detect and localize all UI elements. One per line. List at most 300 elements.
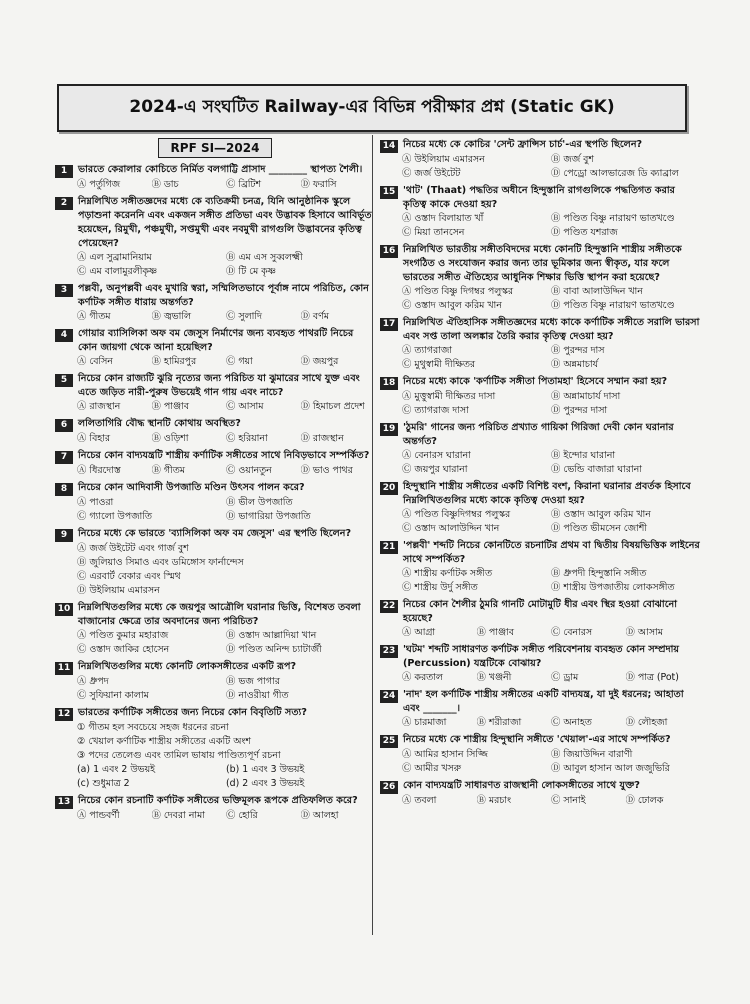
option-letter: Ⓑ: [551, 391, 561, 402]
option-text: পুরন্দর দাসা: [563, 405, 608, 416]
option-text: এম বালামুরলীকৃষ্ণ: [89, 266, 158, 277]
answer-option: [301, 809, 376, 823]
answer-option: [626, 794, 701, 808]
option-text: তবলা: [414, 795, 437, 806]
option-letter: Ⓑ: [551, 749, 561, 760]
option-text: জয়পুর ঘারানা: [414, 464, 468, 475]
option-text: মুথুস্বামী দীক্ষিতর: [414, 359, 476, 370]
question-header: [55, 372, 375, 400]
question-text: ভারতে কেরালার কোচিতে নির্মিত বলগাট্টি প্রাসাদ ________ স্থাপত্য শৈলী।: [78, 164, 363, 175]
option-letter: Ⓑ: [151, 401, 161, 412]
question-number: 10: [55, 603, 73, 616]
option-text: গীতম: [89, 311, 111, 322]
option-text: ত্যাগরাজা: [414, 345, 452, 356]
page-title: 2024-এ সংঘটিত Railway-এর বিভিন্ন পরীক্ষার প্রশ্ন (Static GK): [129, 97, 615, 117]
answer-option: [77, 689, 226, 703]
answer-option: [226, 809, 301, 823]
option-text: ফরাসি: [312, 179, 337, 190]
option-letter: Ⓓ: [226, 690, 236, 701]
option-letter: Ⓒ: [226, 356, 236, 367]
options-grid: [55, 542, 375, 598]
option-text: ভাও পাথর: [312, 465, 353, 476]
question-header: [380, 733, 700, 748]
question-block: [380, 138, 700, 181]
question-header: [380, 480, 700, 508]
section-label: RPF SI—2024: [158, 138, 272, 158]
option-text: নাওরীয়া গীত: [238, 690, 289, 701]
right-column: [380, 138, 700, 811]
options-grid: [380, 508, 700, 536]
option-letter: (b): [226, 764, 240, 775]
option-letter: Ⓒ: [551, 627, 561, 638]
question-block: [55, 449, 375, 478]
answer-option: [226, 629, 375, 643]
option-letter: Ⓓ: [300, 311, 310, 322]
answer-option: [402, 581, 551, 595]
question-number: 2: [55, 197, 73, 210]
question-number: 23: [380, 645, 398, 658]
question-text: কোন বাদ্যযন্ত্রটি সাধারণত রাজস্থানী লোকসঙ্গীতের সাথে যুক্ত?: [403, 780, 640, 791]
option-letter: Ⓓ: [551, 227, 561, 238]
option-text: জিয়াউদ্দিন বারাণী: [563, 749, 633, 760]
question-number: 4: [55, 329, 73, 342]
option-letter: Ⓓ: [625, 795, 635, 806]
options-grid: [380, 153, 700, 181]
option-text: রাজস্থান: [89, 401, 121, 412]
answer-option: [77, 496, 226, 510]
options-grid: [380, 344, 700, 372]
question-block: [55, 660, 375, 703]
question-block: [380, 779, 700, 808]
answer-option: [477, 626, 552, 640]
question-text: নিচের মধ্যে কে ভারতে 'ব্যাসিলিকা অফ বম জেসুস' এর স্থপতি ছিলেন?: [78, 528, 352, 539]
option-text: পান্ডবর্ণী: [89, 810, 120, 821]
option-text: পেড্রো আলভারেজ ডি ক্যাব্রাল: [563, 168, 679, 179]
options-grid: [380, 449, 700, 477]
option-letter: Ⓒ: [402, 523, 412, 534]
option-letter: Ⓑ: [151, 179, 161, 190]
option-letter: Ⓐ: [402, 749, 412, 760]
option-text: পাঞ্জাব: [488, 627, 514, 638]
answer-option: [402, 567, 551, 581]
answer-option: [402, 299, 551, 313]
options-grid: [380, 716, 700, 730]
option-text: পাওরা: [89, 497, 114, 508]
answer-option: [402, 522, 551, 536]
question-block: [55, 481, 375, 524]
option-letter: Ⓓ: [226, 511, 236, 522]
question-text: ললিতাগিরি বৌদ্ধ স্থানটি কোথায় অবস্থিত?: [78, 418, 241, 429]
question-number: 12: [55, 708, 73, 721]
options-grid: [380, 285, 700, 313]
option-text: পণ্ডিত বিষ্ণু নারায়ণ ভাতখণ্ডে: [563, 300, 675, 311]
question-block: [380, 480, 700, 536]
option-text: ভজ পাগার: [238, 676, 280, 687]
option-letter: Ⓐ: [402, 450, 412, 461]
option-letter: Ⓒ: [551, 672, 561, 683]
option-text: ওড়িশা: [163, 433, 189, 444]
answer-option: [551, 522, 700, 536]
options-grid: [380, 390, 700, 418]
answer-option: [77, 777, 226, 791]
answer-option: [77, 251, 226, 265]
option-letter: Ⓒ: [402, 300, 412, 311]
option-letter: Ⓑ: [151, 810, 161, 821]
question-block: [55, 327, 375, 369]
answer-option: [77, 178, 152, 192]
question-header: [380, 243, 700, 285]
option-text: ব্রিটিশ: [238, 179, 262, 190]
option-text: ড্রাম: [563, 672, 579, 683]
options-grid: [380, 567, 700, 595]
option-letter: Ⓒ: [402, 464, 412, 475]
question-header: [380, 539, 700, 567]
question-header: [55, 527, 375, 542]
options-grid: [55, 675, 375, 703]
option-text: 2 এবং 3 উভয়ই: [242, 778, 305, 789]
answer-option: [152, 464, 227, 478]
answer-option: [77, 265, 226, 279]
option-text: পণ্ডিত বিষ্ণু নারায়ণ ভাতখণ্ডে: [563, 213, 675, 224]
question-text: পল্লবী, অনুপল্লবী এবং মুখারি স্বরা, সম্মিলিতভাবে পূর্বাঙ্গ নামে পরিচিত, কোন কর্ণাটক সঙ্গীত ধারায় অন্তর্গত?: [78, 283, 369, 308]
option-letter: Ⓐ: [402, 672, 412, 683]
question-block: [55, 417, 375, 446]
option-text: পাঞ্জাব: [163, 401, 189, 412]
option-letter: Ⓐ: [402, 286, 412, 297]
answer-option: [77, 464, 152, 478]
question-block: [55, 706, 375, 791]
question-number: 5: [55, 374, 73, 387]
question-text: নিম্নলিখিত সঙ্গীতজ্ঞদের মধ্যে কে ব্যতিক্রমী চনত্র, যিনি আনুষ্ঠানিক স্কুলে পড়াশুনা করেননি এবং একজন সঙ্গীত প্রতিভা এবং উদ্ভাবক হিসাবে আবির্ভূত হয়েছেন, রিমুখী, পঞ্চমুখী, সপ্তমুখী এবং নবমুখী রাগগুলি উদ্ভাবনের কৃতিত্ব পেয়েছেন?: [78, 196, 372, 249]
option-letter: Ⓓ: [625, 717, 635, 728]
option-letter: Ⓒ: [402, 763, 412, 774]
option-letter: Ⓒ: [551, 717, 561, 728]
option-text: মরচাং: [488, 795, 512, 806]
option-letter: Ⓓ: [625, 672, 635, 683]
option-letter: Ⓐ: [77, 179, 87, 190]
answer-option: [626, 626, 701, 640]
answer-option: [551, 794, 626, 808]
option-letter: Ⓐ: [402, 717, 412, 728]
statement-line: ② খেয়াল কর্ণাটিক শাস্ত্রীয় সঙ্গীতের একটি অংশ: [77, 736, 251, 747]
answer-option: [301, 355, 376, 369]
option-text: ওস্তাদ বিলায়াত খাঁ: [414, 213, 484, 224]
option-text: পণ্ডিত ভীমসেন জোশী: [563, 523, 647, 534]
question-block: [380, 643, 700, 685]
question-number: 22: [380, 600, 398, 613]
option-letter: Ⓓ: [551, 168, 561, 179]
option-text: সানাই: [563, 795, 586, 806]
option-letter: Ⓓ: [551, 405, 561, 416]
question-block: [380, 243, 700, 313]
answer-option: [226, 432, 301, 446]
option-letter: Ⓑ: [476, 717, 486, 728]
option-letter: Ⓐ: [77, 356, 87, 367]
answer-option: [402, 404, 551, 418]
options-grid: [55, 178, 375, 192]
question-block: [380, 539, 700, 595]
option-letter: Ⓓ: [226, 644, 236, 655]
answer-option: [226, 777, 375, 791]
option-letter: Ⓑ: [151, 356, 161, 367]
answer-option: [551, 581, 700, 595]
question-text: 'থাট' (Thaat) পদ্ধতির অধীনে হিন্দুস্তানি রাগগুলিকে পদ্ধতিগত করার কৃতিত্ব কাকে দেওয়া হয়?: [403, 185, 675, 210]
question-number: 21: [380, 541, 398, 554]
answer-option: [301, 400, 376, 414]
question-header: [380, 375, 700, 390]
option-letter: Ⓒ: [77, 571, 87, 582]
option-text: অনাহত: [563, 717, 592, 728]
answer-option: [402, 358, 551, 372]
question-number: 15: [380, 186, 398, 199]
statement-line: ① গীতম হল সবচেয়ে সহজ ধরনের রচনা: [77, 722, 229, 733]
statement-line: ③ পদের তেলেগু এবং তামিল ভাষায় পাণ্ডিত্যপূর্ণ রচনা: [77, 750, 281, 761]
option-letter: Ⓐ: [77, 311, 87, 322]
answer-option: [77, 643, 226, 657]
options-grid: [55, 400, 375, 414]
answer-option: [226, 251, 375, 265]
answer-option: [402, 153, 551, 167]
option-letter: Ⓓ: [300, 810, 310, 821]
answer-option: [77, 310, 152, 324]
question-number: 3: [55, 284, 73, 297]
option-text: উইলিয়াম এমারসন: [414, 154, 485, 165]
option-letter: Ⓒ: [77, 644, 87, 655]
question-header: [55, 195, 375, 251]
answer-option: [551, 508, 700, 522]
option-text: ইন্দোর ঘারানা: [563, 450, 616, 461]
question-block: [55, 163, 375, 192]
answer-option: [226, 689, 375, 703]
option-letter: Ⓐ: [402, 627, 412, 638]
option-letter: Ⓐ: [77, 676, 87, 687]
answer-option: [551, 358, 700, 372]
question-number: 26: [380, 781, 398, 794]
answer-option: [77, 584, 375, 598]
option-letter: Ⓐ: [402, 795, 412, 806]
options-grid: [55, 251, 375, 279]
answer-option: [77, 556, 375, 570]
option-text: বর্ণম: [312, 311, 329, 322]
answer-option: [551, 748, 700, 762]
option-letter: Ⓑ: [151, 465, 161, 476]
question-block: [55, 527, 375, 598]
option-text: আমীর খসরু: [414, 763, 461, 774]
answer-option: [226, 265, 375, 279]
option-letter: Ⓐ: [77, 497, 87, 508]
option-text: পণ্ডিত অনিন্দ চ্যাটার্জী: [238, 644, 322, 655]
answer-option: [551, 463, 700, 477]
question-block: [55, 282, 375, 324]
answer-option: [551, 626, 626, 640]
question-header: [380, 184, 700, 212]
question-block: [380, 316, 700, 372]
option-text: খঞ্জনী: [488, 672, 512, 683]
option-letter: Ⓓ: [300, 179, 310, 190]
option-text: পণ্ডিত বিষ্ণুদিগম্বর পলুস্কর: [414, 509, 511, 520]
option-text: জয়পুর: [312, 356, 339, 367]
answer-option: [551, 167, 700, 181]
question-number: 14: [380, 140, 398, 153]
option-letter: Ⓑ: [476, 672, 486, 683]
option-text: গ্যালো উপজাতি: [89, 511, 152, 522]
question-number: 17: [380, 318, 398, 331]
answer-option: [152, 178, 227, 192]
option-letter: Ⓑ: [226, 676, 236, 687]
option-letter: Ⓐ: [402, 213, 412, 224]
answer-option: [551, 299, 700, 313]
option-text: পর্তুগিজ: [89, 179, 121, 190]
option-letter: Ⓓ: [551, 523, 561, 534]
question-number: 6: [55, 419, 73, 432]
question-text: নিম্নলিখিত ঐতিহাসিক সঙ্গীতজ্ঞদের মধ্যে কাকে কর্ণাটিক সঙ্গীতে সরালি ভারসা এবং সপ্ত তালা অলঙ্কার তৈরি করার কৃতিত্ব দেওয়া হয়?: [403, 317, 700, 342]
answer-option: [402, 285, 551, 299]
option-letter: Ⓑ: [476, 627, 486, 638]
question-number: 25: [380, 735, 398, 748]
options-grid: [55, 629, 375, 657]
option-letter: Ⓐ: [77, 401, 87, 412]
answer-option: [626, 716, 701, 730]
answer-option: [226, 400, 301, 414]
question-header: [380, 598, 700, 626]
answer-option: [551, 762, 700, 776]
option-letter: Ⓒ: [402, 168, 412, 179]
options-grid: [380, 671, 700, 685]
answer-option: [226, 496, 375, 510]
answer-option: [402, 508, 551, 522]
answer-option: [301, 464, 376, 478]
answer-option: [226, 178, 301, 192]
question-text: 'পল্লবী' শব্দটি নিচের কোনটিতে রচনাটির প্রথম বা দ্বিতীয় বিষয়ভিত্তিক লাইনের সাথে সম্পর্কিত?: [403, 540, 700, 565]
answer-option: [551, 212, 700, 226]
option-text: এরবার্ট বেকার এবং স্মিথ: [89, 571, 181, 582]
question-block: [380, 688, 700, 730]
answer-option: [402, 390, 551, 404]
answer-option: [152, 432, 227, 446]
question-text: হিন্দুস্থানি শাস্ত্রীয় সঙ্গীতের একটি বিশিষ্ট বংশ, কিরানা ঘরানার প্রবর্তক হিসাবে নিম্নলিখিতগুলির মধ্যে কাকে কৃতিত্ব দেওয়া হয়?: [403, 481, 691, 506]
options-grid: [55, 464, 375, 478]
option-letter: Ⓑ: [551, 154, 561, 165]
page-title-box: [57, 84, 687, 132]
option-letter: Ⓑ: [551, 213, 561, 224]
answer-option: [402, 226, 551, 240]
option-letter: Ⓐ: [402, 154, 412, 165]
option-letter: Ⓑ: [551, 345, 561, 356]
options-grid: [55, 809, 375, 823]
question-block: [380, 421, 700, 477]
answer-option: [152, 400, 227, 414]
option-text: পণ্ডিত বিষ্ণু দিগম্বর পলুস্কর: [414, 286, 514, 297]
answer-option: [402, 167, 551, 181]
option-text: রাজস্থান: [312, 433, 344, 444]
question-header: [55, 481, 375, 496]
question-header: [55, 327, 375, 355]
answer-option: [551, 716, 626, 730]
option-letter: Ⓑ: [551, 286, 561, 297]
option-letter: Ⓐ: [77, 630, 87, 641]
options-grid: [380, 626, 700, 640]
option-letter: Ⓒ: [226, 465, 236, 476]
answer-option: [77, 763, 226, 777]
option-letter: Ⓓ: [551, 359, 561, 370]
option-letter: Ⓐ: [402, 391, 412, 402]
question-number: 16: [380, 245, 398, 258]
answer-option: [301, 310, 376, 324]
answer-option: [551, 390, 700, 404]
answer-option: [226, 355, 301, 369]
option-letter: Ⓐ: [77, 543, 87, 554]
option-letter: Ⓒ: [226, 810, 236, 821]
options-grid: [55, 496, 375, 524]
question-header: [55, 794, 375, 809]
question-number: 9: [55, 529, 73, 542]
option-text: পণ্ডিত কুমার মহারাজ: [89, 630, 169, 641]
option-letter: Ⓑ: [551, 509, 561, 520]
option-text: অন্নামাচার্য দাসা: [563, 391, 621, 402]
option-text: ত্যাগরাজ দাসা: [414, 405, 469, 416]
option-letter: Ⓐ: [402, 509, 412, 520]
option-letter: Ⓒ: [402, 359, 412, 370]
answer-option: [77, 675, 226, 689]
question-header: [55, 601, 375, 629]
options-grid: [55, 432, 375, 446]
option-text: ডাচ: [163, 179, 179, 190]
answer-option: [77, 400, 152, 414]
answer-option: [77, 355, 152, 369]
option-text: ওস্তাদ আল্লাদিয়া খান: [238, 630, 317, 641]
question-header: [55, 449, 375, 464]
option-letter: Ⓑ: [476, 795, 486, 806]
question-header: [380, 421, 700, 449]
option-text: পাত্র (Pot): [637, 672, 679, 683]
option-text: জর্জ বুশ: [563, 154, 594, 165]
answer-option: [152, 809, 227, 823]
question-text: নিম্নলিখিত ভারতীয় সঙ্গীতবিদদের মধ্যে কোনটি হিন্দুস্তানি শাস্ত্রীয় সঙ্গীতকে সংগঠিত ও সংযোজন করার জন্য তার ভূমিকার জন্য স্বীকৃত, যার ফলে ভারতের সঙ্গীত ঐতিহ্যের আধুনিক শিক্ষার ভিত্তি স্থাপন করা হয়েছে?: [403, 244, 682, 283]
question-number: 20: [380, 482, 398, 495]
option-letter: Ⓒ: [226, 179, 236, 190]
option-text: অন্নমাচার্য: [563, 359, 598, 370]
answer-option: [402, 794, 477, 808]
question-text: নিচের মধ্যে কে কোচির 'সেন্ট ফ্রান্সিস চার্চ'-এর স্থপতি ছিলেন?: [403, 139, 643, 150]
answer-option: [477, 794, 552, 808]
option-text: ওয়ানতুন: [238, 465, 272, 476]
options-grid: [55, 310, 375, 324]
option-letter: Ⓒ: [226, 433, 236, 444]
option-text: হোরি: [238, 810, 258, 821]
answer-option: [402, 748, 551, 762]
option-text: শাস্ত্রীয় উর্দু সঙ্গীত: [414, 582, 478, 593]
option-letter: Ⓑ: [551, 450, 561, 461]
question-block: [380, 375, 700, 418]
option-letter: Ⓓ: [300, 356, 310, 367]
option-letter: Ⓒ: [402, 405, 412, 416]
option-text: গীতম: [163, 465, 185, 476]
answer-option: [402, 344, 551, 358]
option-letter: Ⓐ: [77, 433, 87, 444]
question-block: [380, 598, 700, 640]
option-letter: Ⓓ: [300, 401, 310, 412]
answer-option: [551, 285, 700, 299]
question-number: 7: [55, 451, 73, 464]
option-text: দেবরা নামা: [163, 810, 205, 821]
answer-option: [226, 464, 301, 478]
question-text: নিচের কোন শৈলীর ঠুমরি গানটি মোটামুটি ধীর এবং স্থির হওয়া বোঝানো হয়েছে?: [403, 599, 678, 624]
answer-option: [226, 763, 375, 777]
question-text: নিচের কোন আদিবাসী উপজাতি মণ্ডিন উৎসব পালন করে?: [78, 482, 305, 493]
question-header: [380, 779, 700, 794]
answer-option: [77, 542, 375, 556]
question-block: [55, 372, 375, 414]
